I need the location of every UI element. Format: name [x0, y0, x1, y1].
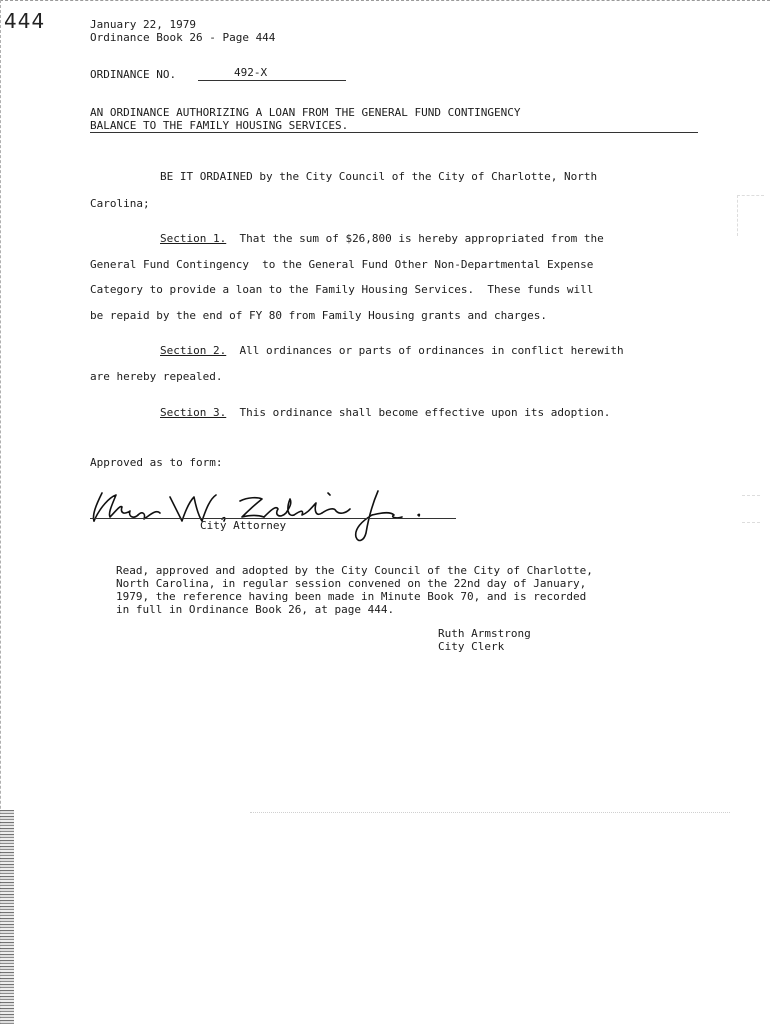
header-date: January 22, 1979 [90, 18, 196, 31]
section-3-label: Section 3. [160, 406, 227, 419]
scan-noise-line [250, 812, 730, 813]
ordinance-number-value: 492-X [234, 66, 268, 79]
preamble-line-2: Carolina; [90, 197, 150, 210]
clerk-title: City Clerk [438, 640, 505, 653]
scan-margin-mark [737, 195, 764, 236]
certification-line-1: Read, approved and adopted by the City Council of the City of Charlotte, [116, 564, 593, 577]
header-book-page: Ordinance Book 26 - Page 444 [90, 31, 276, 44]
section-2-label: Section 2. [160, 344, 227, 357]
scan-top-edge [0, 0, 770, 4]
section-3-paragraph [160, 406, 610, 419]
attorney-signature [90, 485, 430, 545]
certification-line-3: 1979, the reference having been made in Minute Book 70, and is recorded [116, 590, 587, 603]
approved-as-to-form: Approved as to form: [90, 456, 223, 469]
certification-line-4: in full in Ordinance Book 26, at page 444. [116, 603, 395, 616]
section-2-line-1: All ordinances or parts of ordinances in conflict herewith [226, 344, 624, 357]
section-1-line-2: General Fund Contingency to the General Fund Other Non-Departmental Expense [90, 258, 594, 271]
attorney-title: City Attorney [200, 519, 287, 532]
page-number: 444 [4, 9, 46, 33]
scan-binding-artifact [0, 810, 14, 1024]
section-1-line-1: That the sum of $26,800 is hereby appropriated from the [226, 232, 604, 245]
section-1-line-3: Category to provide a loan to the Family Housing Services. These funds will [90, 283, 594, 296]
section-1-line-4: be repaid by the end of FY 80 from Family Housing grants and charges. [90, 309, 547, 322]
scan-margin-mark [742, 495, 760, 523]
section-3-line-1: This ordinance shall become effective upon its adoption. [226, 406, 611, 419]
section-2-line-2: are hereby repealed. [90, 370, 223, 383]
section-1-label: Section 1. [160, 232, 227, 245]
clerk-name: Ruth Armstrong [438, 627, 531, 640]
title-rule [90, 132, 698, 133]
ordinance-number-label: ORDINANCE NO. [90, 68, 177, 81]
ordinance-number-underline [198, 80, 346, 81]
preamble-line-1: BE IT ORDAINED by the City Council of the City of Charlotte, North [160, 170, 598, 183]
section-1-paragraph-first-line [160, 232, 604, 245]
ordinance-title-line-1: AN ORDINANCE AUTHORIZING A LOAN FROM THE GENERAL FUND CONTINGENCY [90, 106, 521, 119]
ordinance-title-line-2: BALANCE TO THE FAMILY HOUSING SERVICES. [90, 119, 349, 132]
section-2-paragraph-first-line [160, 344, 624, 357]
certification-line-2: North Carolina, in regular session convened on the 22nd day of January, [116, 577, 587, 590]
